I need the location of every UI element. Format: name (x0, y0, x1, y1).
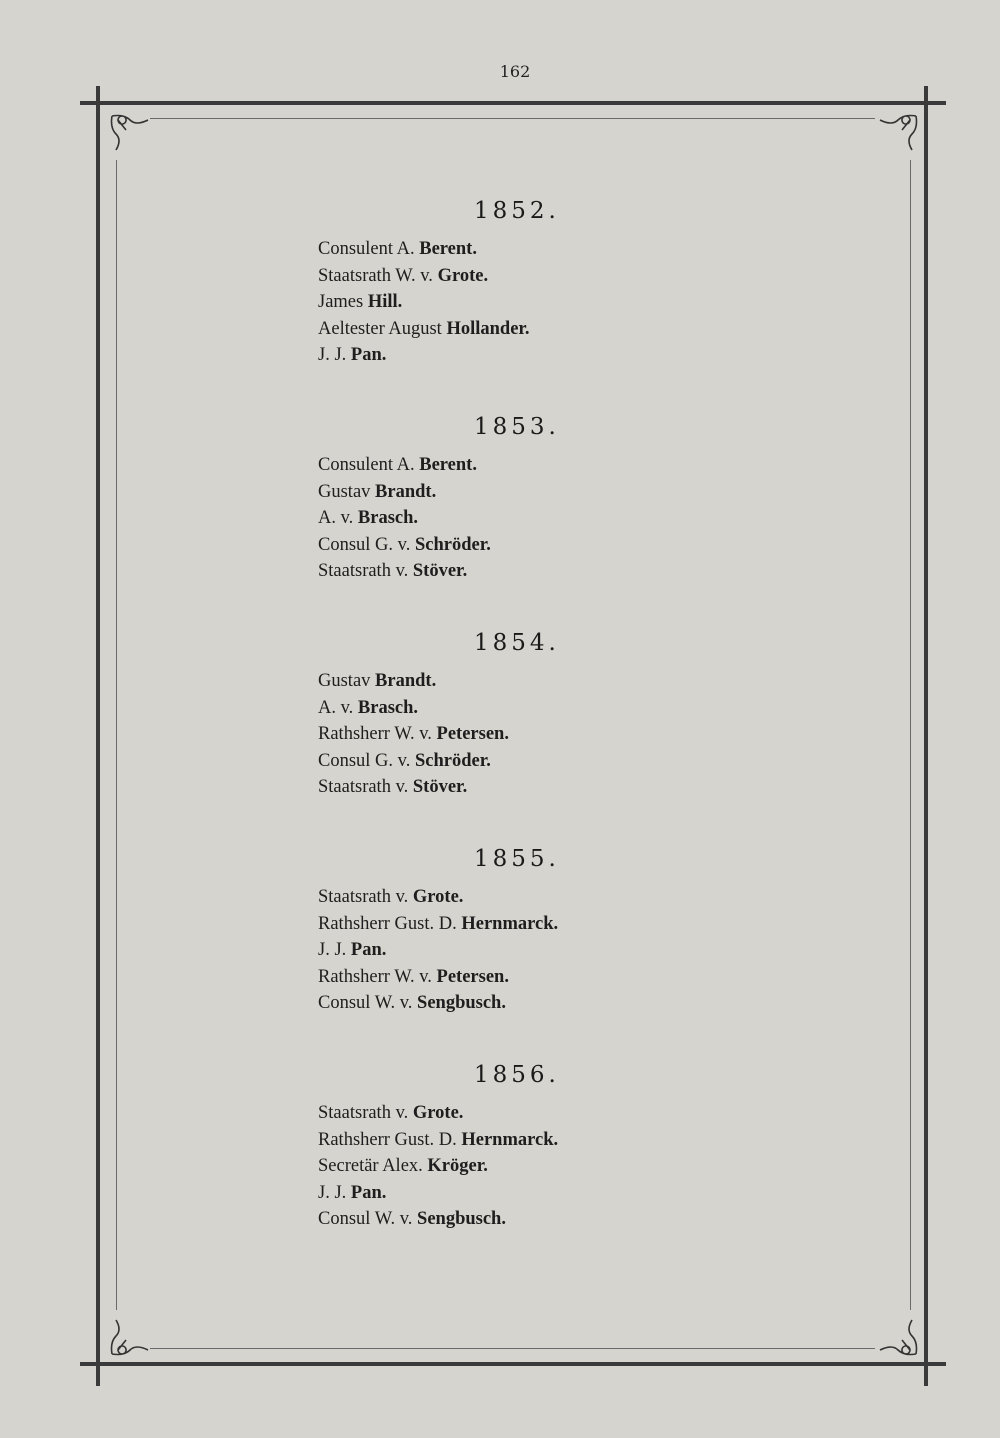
entry-name: Hernmarck. (461, 1129, 559, 1150)
entry-name: Grote. (412, 1103, 464, 1123)
entry-prefix: Staatsrath v. (318, 777, 409, 797)
list-item (318, 263, 778, 290)
year-section (318, 628, 778, 844)
list-item (318, 695, 778, 722)
entry-prefix: Consulent A. (318, 239, 415, 259)
list-item (318, 964, 778, 991)
entry-prefix: Staatsrath W. v. (318, 265, 433, 286)
list-item (318, 884, 778, 911)
scroll-ornament-icon (108, 1318, 152, 1358)
entry-name: Schröder. (414, 750, 491, 771)
year-section (318, 844, 778, 1060)
entry-name: Schröder. (414, 534, 491, 555)
entry-prefix: Consul W. v. (318, 993, 413, 1013)
year-section (318, 412, 778, 628)
list-item (318, 479, 778, 506)
entry-name: Berent. (419, 455, 477, 475)
inner-left-line (116, 160, 117, 1310)
list-item (318, 1180, 778, 1207)
entry-prefix: Rathsherr W. v. (318, 724, 432, 744)
list-item (318, 990, 778, 1017)
list-item (318, 937, 778, 964)
entry-name: Petersen. (436, 724, 509, 744)
entry-prefix: A. v. (318, 697, 354, 718)
entry-name: Hollander. (446, 318, 530, 339)
list-item (318, 748, 778, 775)
list-item (318, 505, 778, 532)
inner-bottom-line (150, 1348, 875, 1349)
scroll-ornament-icon (876, 1318, 920, 1358)
year-heading: 1856. (474, 1062, 560, 1088)
entry-prefix: Consulent A. (318, 455, 415, 475)
list-item (318, 452, 778, 479)
frame-bottom-line (80, 1362, 946, 1366)
entry-name: Sengbusch. (417, 993, 506, 1013)
year-section (318, 1060, 778, 1276)
entry-name: Stöver. (412, 561, 468, 581)
entry-name: Berent. (419, 239, 477, 259)
entry-prefix: Consul W. v. (318, 1209, 413, 1229)
list-item (318, 532, 778, 559)
entry-prefix: Staatsrath v. (318, 561, 409, 581)
entry-name: Brandt. (375, 481, 437, 502)
entry-name: Sengbusch. (417, 1209, 506, 1229)
list-item (318, 774, 778, 801)
year-heading: 1855. (474, 846, 560, 872)
list-item (318, 721, 778, 748)
entry-name: Hill. (367, 292, 403, 312)
entry-name: Pan. (350, 345, 387, 365)
list-item (318, 289, 778, 316)
year-heading: 1854. (474, 630, 560, 656)
entry-name: Stöver. (412, 777, 468, 797)
inner-right-line (910, 160, 911, 1310)
list-item (318, 1206, 778, 1233)
entry-prefix: Aeltester August (318, 318, 442, 339)
frame-left-line (96, 86, 100, 1386)
frame-top-line (80, 101, 946, 105)
scroll-ornament-icon (876, 112, 920, 152)
entry-name: Brandt. (375, 671, 437, 691)
year-heading: 1853. (474, 414, 560, 440)
entry-name: Brasch. (357, 508, 419, 528)
list-item (318, 1100, 778, 1127)
inner-top-line (150, 118, 875, 119)
entry-name: Brasch. (357, 697, 419, 718)
list-item (318, 558, 778, 585)
entry-prefix: J. J. (318, 940, 347, 960)
list-item (318, 668, 778, 695)
entry-prefix: Gustav (318, 481, 371, 502)
entry-prefix: Rathsherr W. v. (318, 966, 432, 987)
entry-name: Petersen. (436, 966, 509, 987)
entry-prefix: Rathsherr Gust. D. (318, 913, 457, 934)
list-item (318, 342, 778, 369)
entry-prefix: Consul G. v. (318, 750, 411, 771)
entry-prefix: Staatsrath v. (318, 1103, 409, 1123)
entry-prefix: J. J. (318, 1182, 347, 1203)
frame-right-line (924, 86, 928, 1386)
list-item (318, 1153, 778, 1180)
year-section (318, 196, 778, 412)
entry-name: Grote. (412, 887, 464, 907)
entry-prefix: A. v. (318, 508, 354, 528)
entry-prefix: Secretär Alex. (318, 1156, 423, 1176)
list-item (318, 1127, 778, 1154)
entry-name: Kröger. (427, 1156, 488, 1176)
entry-prefix: J. J. (318, 345, 347, 365)
page-number: 162 (499, 62, 531, 81)
entry-prefix: Rathsherr Gust. D. (318, 1129, 457, 1150)
entry-prefix: James (318, 292, 364, 312)
scroll-ornament-icon (108, 112, 152, 152)
entry-prefix: Consul G. v. (318, 534, 411, 555)
year-listing (318, 196, 778, 1276)
entry-name: Pan. (350, 1182, 387, 1203)
entry-name: Hernmarck. (461, 913, 559, 934)
entry-prefix: Gustav (318, 671, 371, 691)
year-heading: 1852. (474, 198, 560, 224)
list-item (318, 236, 778, 263)
list-item (318, 316, 778, 343)
list-item (318, 911, 778, 938)
entry-prefix: Staatsrath v. (318, 887, 409, 907)
entry-name: Grote. (437, 265, 489, 286)
entry-name: Pan. (350, 940, 387, 960)
